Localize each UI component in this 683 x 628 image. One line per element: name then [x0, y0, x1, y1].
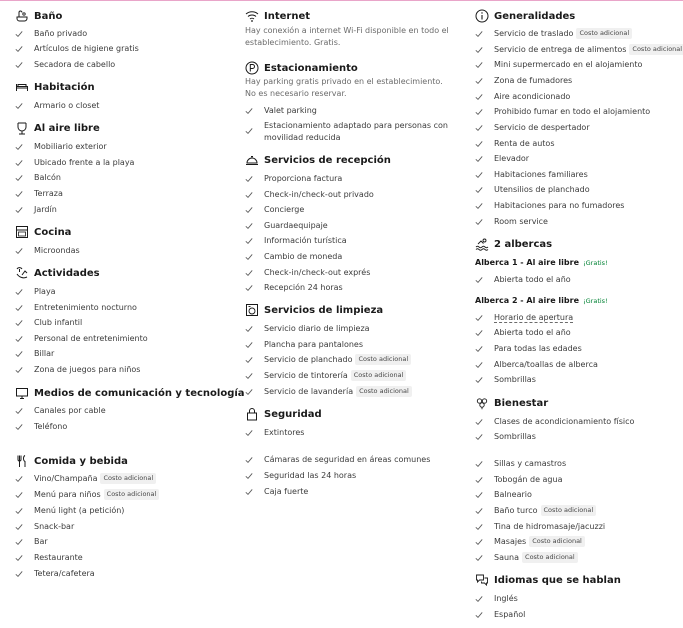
- cleaning-icon: [245, 303, 259, 317]
- checkmark-icon: [475, 218, 483, 226]
- section-title: Al aire libre: [34, 123, 100, 134]
- checkmark-icon: [15, 288, 23, 296]
- section-title: Estacionamiento: [264, 63, 358, 74]
- checkmark-icon: [245, 222, 253, 230]
- opening-hours-link[interactable]: Horario de apertura: [494, 313, 574, 322]
- checkmark-icon: [15, 350, 23, 358]
- checkmark-icon: [245, 341, 253, 349]
- checkmark-icon: [475, 523, 483, 531]
- checkmark-icon: [475, 186, 483, 194]
- pool-subtitle: Alberca 1 - Al aire libre ¡Gratis!: [475, 258, 608, 267]
- cost-badge: Costo adicional: [529, 536, 585, 547]
- checkmark-icon: [475, 329, 483, 337]
- cost-badge: Costo adicional: [355, 354, 411, 365]
- checkmark-icon: [15, 143, 23, 151]
- checkmark-icon: [15, 102, 23, 110]
- cost-badge: Costo adicional: [576, 28, 632, 39]
- bed-icon: [15, 80, 29, 94]
- checkmark-icon: [475, 171, 483, 179]
- checkmark-icon: [475, 30, 483, 38]
- checkmark-icon: [245, 284, 253, 292]
- outdoor-icon: [15, 121, 29, 135]
- pool-icon: [475, 237, 489, 251]
- section-title: Servicios de limpieza: [264, 305, 384, 316]
- cost-badge: Costo adicional: [541, 505, 597, 516]
- checkmark-icon: [15, 538, 23, 546]
- checkmark-icon: [475, 611, 483, 619]
- section-title: Servicios de recepción: [264, 155, 391, 166]
- checkmark-icon: [475, 491, 483, 499]
- checkmark-icon: [15, 335, 23, 343]
- checkmark-icon: [475, 476, 483, 484]
- checkmark-icon: [15, 45, 23, 53]
- checkmark-icon: [475, 595, 483, 603]
- checkmark-icon: [15, 554, 23, 562]
- section-description: Hay parking gratis privado en el establecimiento. No es necesario reservar.: [245, 77, 443, 98]
- section-title: Bienestar: [494, 398, 549, 409]
- checkmark-icon: [15, 190, 23, 198]
- checkmark-icon: [245, 107, 253, 115]
- checkmark-icon: [245, 488, 253, 496]
- checkmark-icon: [15, 407, 23, 415]
- activities-icon: [15, 266, 29, 280]
- checkmark-icon: [475, 538, 483, 546]
- checkmark-icon: [245, 253, 253, 261]
- cutlery-icon: [15, 454, 29, 468]
- checkmark-icon: [15, 570, 23, 578]
- checkmark-icon: [475, 314, 483, 322]
- section-title: Internet: [264, 11, 311, 22]
- section-title: Cocina: [34, 227, 72, 238]
- checkmark-icon: [475, 77, 483, 85]
- pool-subtitle: Alberca 2 - Al aire libre ¡Gratis!: [475, 296, 608, 305]
- checkmark-icon: [15, 30, 23, 38]
- checkmark-icon: [245, 175, 253, 183]
- bath-icon: [15, 9, 29, 23]
- section-title: Seguridad: [264, 409, 322, 420]
- checkmark-icon: [15, 159, 23, 167]
- cost-badge: Costo adicional: [351, 370, 407, 381]
- cost-badge: Costo adicional: [356, 386, 412, 397]
- checkmark-icon: [475, 93, 483, 101]
- section-title: Comida y bebida: [34, 456, 128, 467]
- checkmark-icon: [475, 433, 483, 441]
- cost-badge: Costo adicional: [100, 473, 156, 484]
- section-title: Generalidades: [494, 11, 576, 22]
- checkmark-icon: [475, 361, 483, 369]
- checkmark-icon: [245, 325, 253, 333]
- checkmark-icon: [15, 304, 23, 312]
- kitchen-icon: [15, 225, 29, 239]
- checkmark-icon: [475, 554, 483, 562]
- reception-bell-icon: [245, 153, 259, 167]
- cost-badge: Costo adicional: [522, 552, 578, 563]
- section-title: Idiomas que se hablan: [494, 575, 621, 586]
- checkmark-icon: [475, 460, 483, 468]
- checkmark-icon: [475, 155, 483, 163]
- checkmark-icon: [475, 376, 483, 384]
- cost-badge: Costo adicional: [629, 44, 683, 55]
- checkmark-icon: [245, 127, 253, 135]
- section-title: Actividades: [34, 268, 100, 279]
- monitor-icon: [15, 386, 29, 400]
- checkmark-icon: [245, 191, 253, 199]
- wifi-icon: [245, 9, 259, 23]
- checkmark-icon: [15, 319, 23, 327]
- lock-icon: [245, 407, 259, 421]
- checkmark-icon: [245, 206, 253, 214]
- languages-icon: [475, 573, 489, 587]
- free-label: ¡Gratis!: [583, 259, 608, 267]
- section-title: Medios de comunicación y tecnología: [34, 388, 245, 399]
- section-title: Habitación: [34, 82, 95, 93]
- checkmark-icon: [475, 61, 483, 69]
- checkmark-icon: [15, 174, 23, 182]
- checkmark-icon: [15, 491, 23, 499]
- checkmark-icon: [245, 237, 253, 245]
- parking-icon: [245, 61, 259, 75]
- checkmark-icon: [15, 507, 23, 515]
- checkmark-icon: [475, 108, 483, 116]
- cost-badge: Costo adicional: [104, 489, 160, 500]
- checkmark-icon: [15, 423, 23, 431]
- checkmark-icon: [475, 345, 483, 353]
- checkmark-icon: [245, 429, 253, 437]
- checkmark-icon: [475, 202, 483, 210]
- checkmark-icon: [475, 418, 483, 426]
- checkmark-icon: [15, 366, 23, 374]
- checkmark-icon: [475, 46, 483, 54]
- checkmark-icon: [15, 206, 23, 214]
- checkmark-icon: [475, 124, 483, 132]
- section-title: Baño: [34, 11, 63, 22]
- checkmark-icon: [245, 356, 253, 364]
- checkmark-icon: [15, 61, 23, 69]
- checkmark-icon: [15, 475, 23, 483]
- checkmark-icon: [245, 372, 253, 380]
- checkmark-icon: [475, 140, 483, 148]
- checkmark-icon: [245, 472, 253, 480]
- wellness-icon: [475, 396, 489, 410]
- checkmark-icon: [475, 507, 483, 515]
- checkmark-icon: [475, 276, 483, 284]
- info-icon: [475, 9, 489, 23]
- checkmark-icon: [245, 456, 253, 464]
- checkmark-icon: [15, 523, 23, 531]
- checkmark-icon: [245, 269, 253, 277]
- checkmark-icon: [245, 388, 253, 396]
- section-description: Hay conexión a internet Wi-Fi disponible en todo el establecimiento. Gratis.: [245, 26, 449, 47]
- section-title: 2 albercas: [494, 239, 553, 250]
- free-label: ¡Gratis!: [583, 297, 608, 305]
- checkmark-icon: [15, 247, 23, 255]
